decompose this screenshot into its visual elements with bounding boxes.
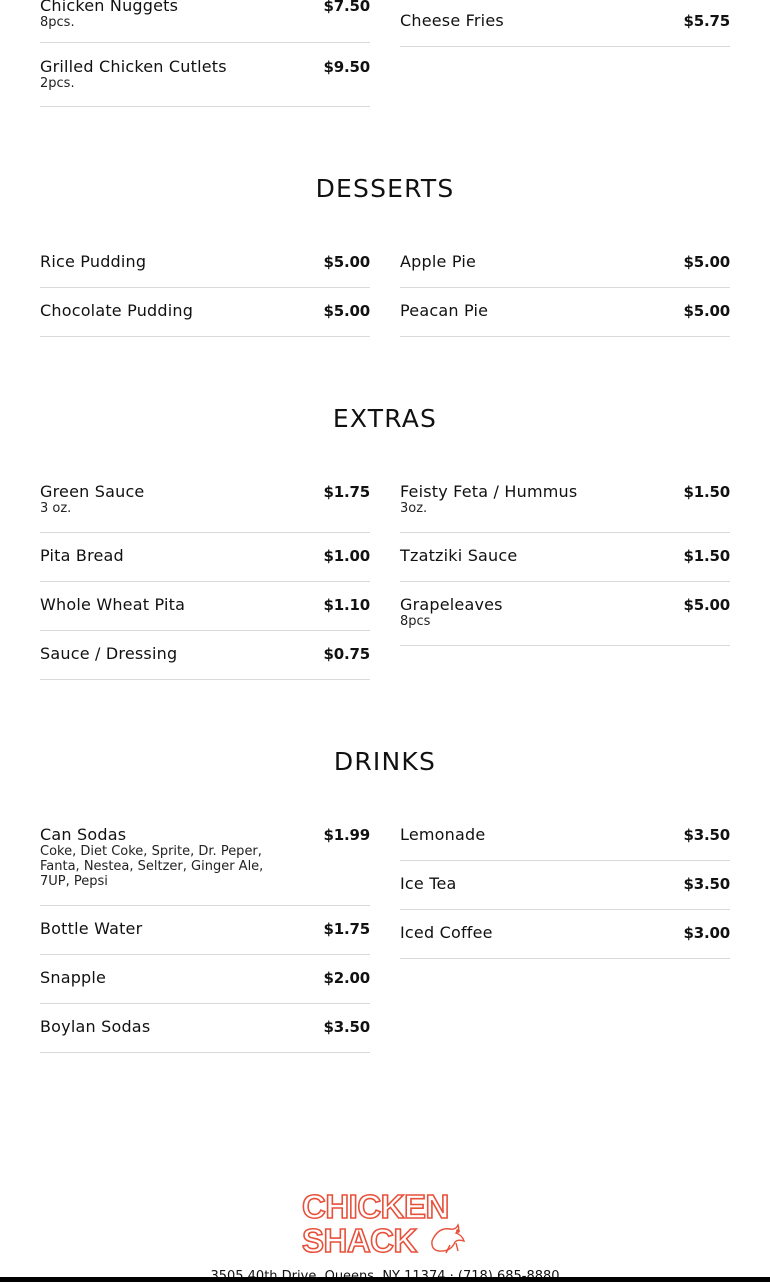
- menu-item[interactable]: [40, 1004, 370, 1053]
- desserts-right-column: [400, 253, 730, 337]
- menu-item[interactable]: [400, 826, 730, 861]
- item-name: Can Sodas: [40, 825, 127, 844]
- desserts-left-column: [40, 253, 370, 337]
- menu-item[interactable]: [40, 826, 370, 906]
- section-title-desserts: DESSERTS: [315, 174, 455, 203]
- item-price: $1.99: [323, 826, 370, 844]
- item-price: $0.75: [323, 645, 370, 663]
- item-name: Rice Pudding: [40, 252, 147, 271]
- footer-bar: [0, 1277, 770, 1282]
- menu-item[interactable]: [400, 582, 730, 646]
- menu-item[interactable]: [40, 288, 370, 337]
- menu-item[interactable]: [400, 483, 730, 533]
- item-name: Chicken Nuggets: [40, 0, 179, 15]
- item-description: Coke, Diet Coke, Sprite, Dr. Peper, Fanta, Nestea, Seltzer, Ginger Ale, 7UP, Pepsi: [40, 844, 264, 889]
- item-name: Lemonade: [400, 825, 486, 844]
- item-name: Peacan Pie: [400, 301, 489, 320]
- item-price: $1.00: [323, 547, 370, 565]
- item-name: Cheese Fries: [400, 11, 504, 30]
- item-price: $1.75: [323, 920, 370, 938]
- item-name: Tzatziki Sauce: [400, 546, 518, 565]
- sides-right-column: [400, 12, 730, 47]
- item-name: Whole Wheat Pita: [40, 595, 186, 614]
- menu-item[interactable]: [400, 910, 730, 959]
- item-name: Grapeleaves: [400, 595, 503, 614]
- menu-item[interactable]: [40, 533, 370, 582]
- item-name: Boylan Sodas: [40, 1017, 151, 1036]
- item-name: Snapple: [40, 968, 107, 987]
- item-name: Iced Coffee: [400, 923, 493, 942]
- menu-item[interactable]: [40, 631, 370, 680]
- section-title-extras: EXTRAS: [332, 404, 438, 433]
- item-name: Apple Pie: [400, 252, 477, 271]
- sides-left-column: [40, 0, 370, 107]
- footer-address: [0, 1270, 770, 1277]
- item-price: $1.50: [683, 547, 730, 565]
- extras-right-column: [400, 483, 730, 646]
- item-description: 8pcs.: [40, 15, 75, 30]
- item-price: $5.00: [323, 302, 370, 320]
- item-name: Sauce / Dressing: [40, 644, 178, 663]
- item-name: Green Sauce: [40, 482, 145, 501]
- item-name: Bottle Water: [40, 919, 143, 938]
- menu-item[interactable]: [40, 0, 370, 43]
- item-price: $3.50: [683, 875, 730, 893]
- menu-item[interactable]: [40, 253, 370, 288]
- menu-item[interactable]: [40, 43, 370, 107]
- item-description: 3 oz.: [40, 501, 72, 516]
- item-price: $3.50: [323, 1018, 370, 1036]
- item-price: $1.10: [323, 596, 370, 614]
- menu-item[interactable]: [40, 582, 370, 631]
- item-price: $1.75: [323, 483, 370, 501]
- menu-item[interactable]: [400, 533, 730, 582]
- item-price: $9.50: [323, 58, 370, 76]
- item-description: 2pcs.: [40, 76, 75, 91]
- item-name: Ice Tea: [400, 874, 457, 893]
- logo-line-1: CHICKEN: [302, 1188, 449, 1225]
- logo-line-2: SHACK: [302, 1222, 417, 1259]
- menu-item[interactable]: [400, 288, 730, 337]
- section-title-drinks: DRINKS: [333, 747, 437, 776]
- item-price: $1.50: [683, 483, 730, 501]
- logo-graphic: [300, 1187, 472, 1257]
- item-description: 8pcs: [400, 614, 431, 629]
- item-price: $2.00: [323, 969, 370, 987]
- item-name: Chocolate Pudding: [40, 301, 194, 320]
- item-name: Grilled Chicken Cutlets: [40, 57, 227, 76]
- item-description: 3oz.: [400, 501, 428, 516]
- menu-item[interactable]: [400, 253, 730, 288]
- item-price: $5.00: [683, 253, 730, 271]
- menu-item[interactable]: [40, 906, 370, 955]
- item-name: Feisty Feta / Hummus: [400, 482, 578, 501]
- extras-left-column: [40, 483, 370, 680]
- item-price: $7.50: [323, 0, 370, 15]
- item-price: $5.00: [683, 302, 730, 320]
- item-price: $5.75: [683, 12, 730, 30]
- drinks-right-column: [400, 826, 730, 959]
- menu-item[interactable]: [400, 12, 730, 47]
- item-price: $5.00: [683, 596, 730, 614]
- item-price: $5.00: [323, 253, 370, 271]
- menu-item[interactable]: [40, 483, 370, 533]
- chicken-shack-logo[interactable]: [300, 1187, 472, 1257]
- item-price: $3.00: [683, 924, 730, 942]
- item-name: Pita Bread: [40, 546, 124, 565]
- menu-item[interactable]: [400, 861, 730, 910]
- drinks-left-column: [40, 826, 370, 1053]
- chicken-icon: [432, 1225, 464, 1253]
- menu-item[interactable]: [40, 955, 370, 1004]
- item-price: $3.50: [683, 826, 730, 844]
